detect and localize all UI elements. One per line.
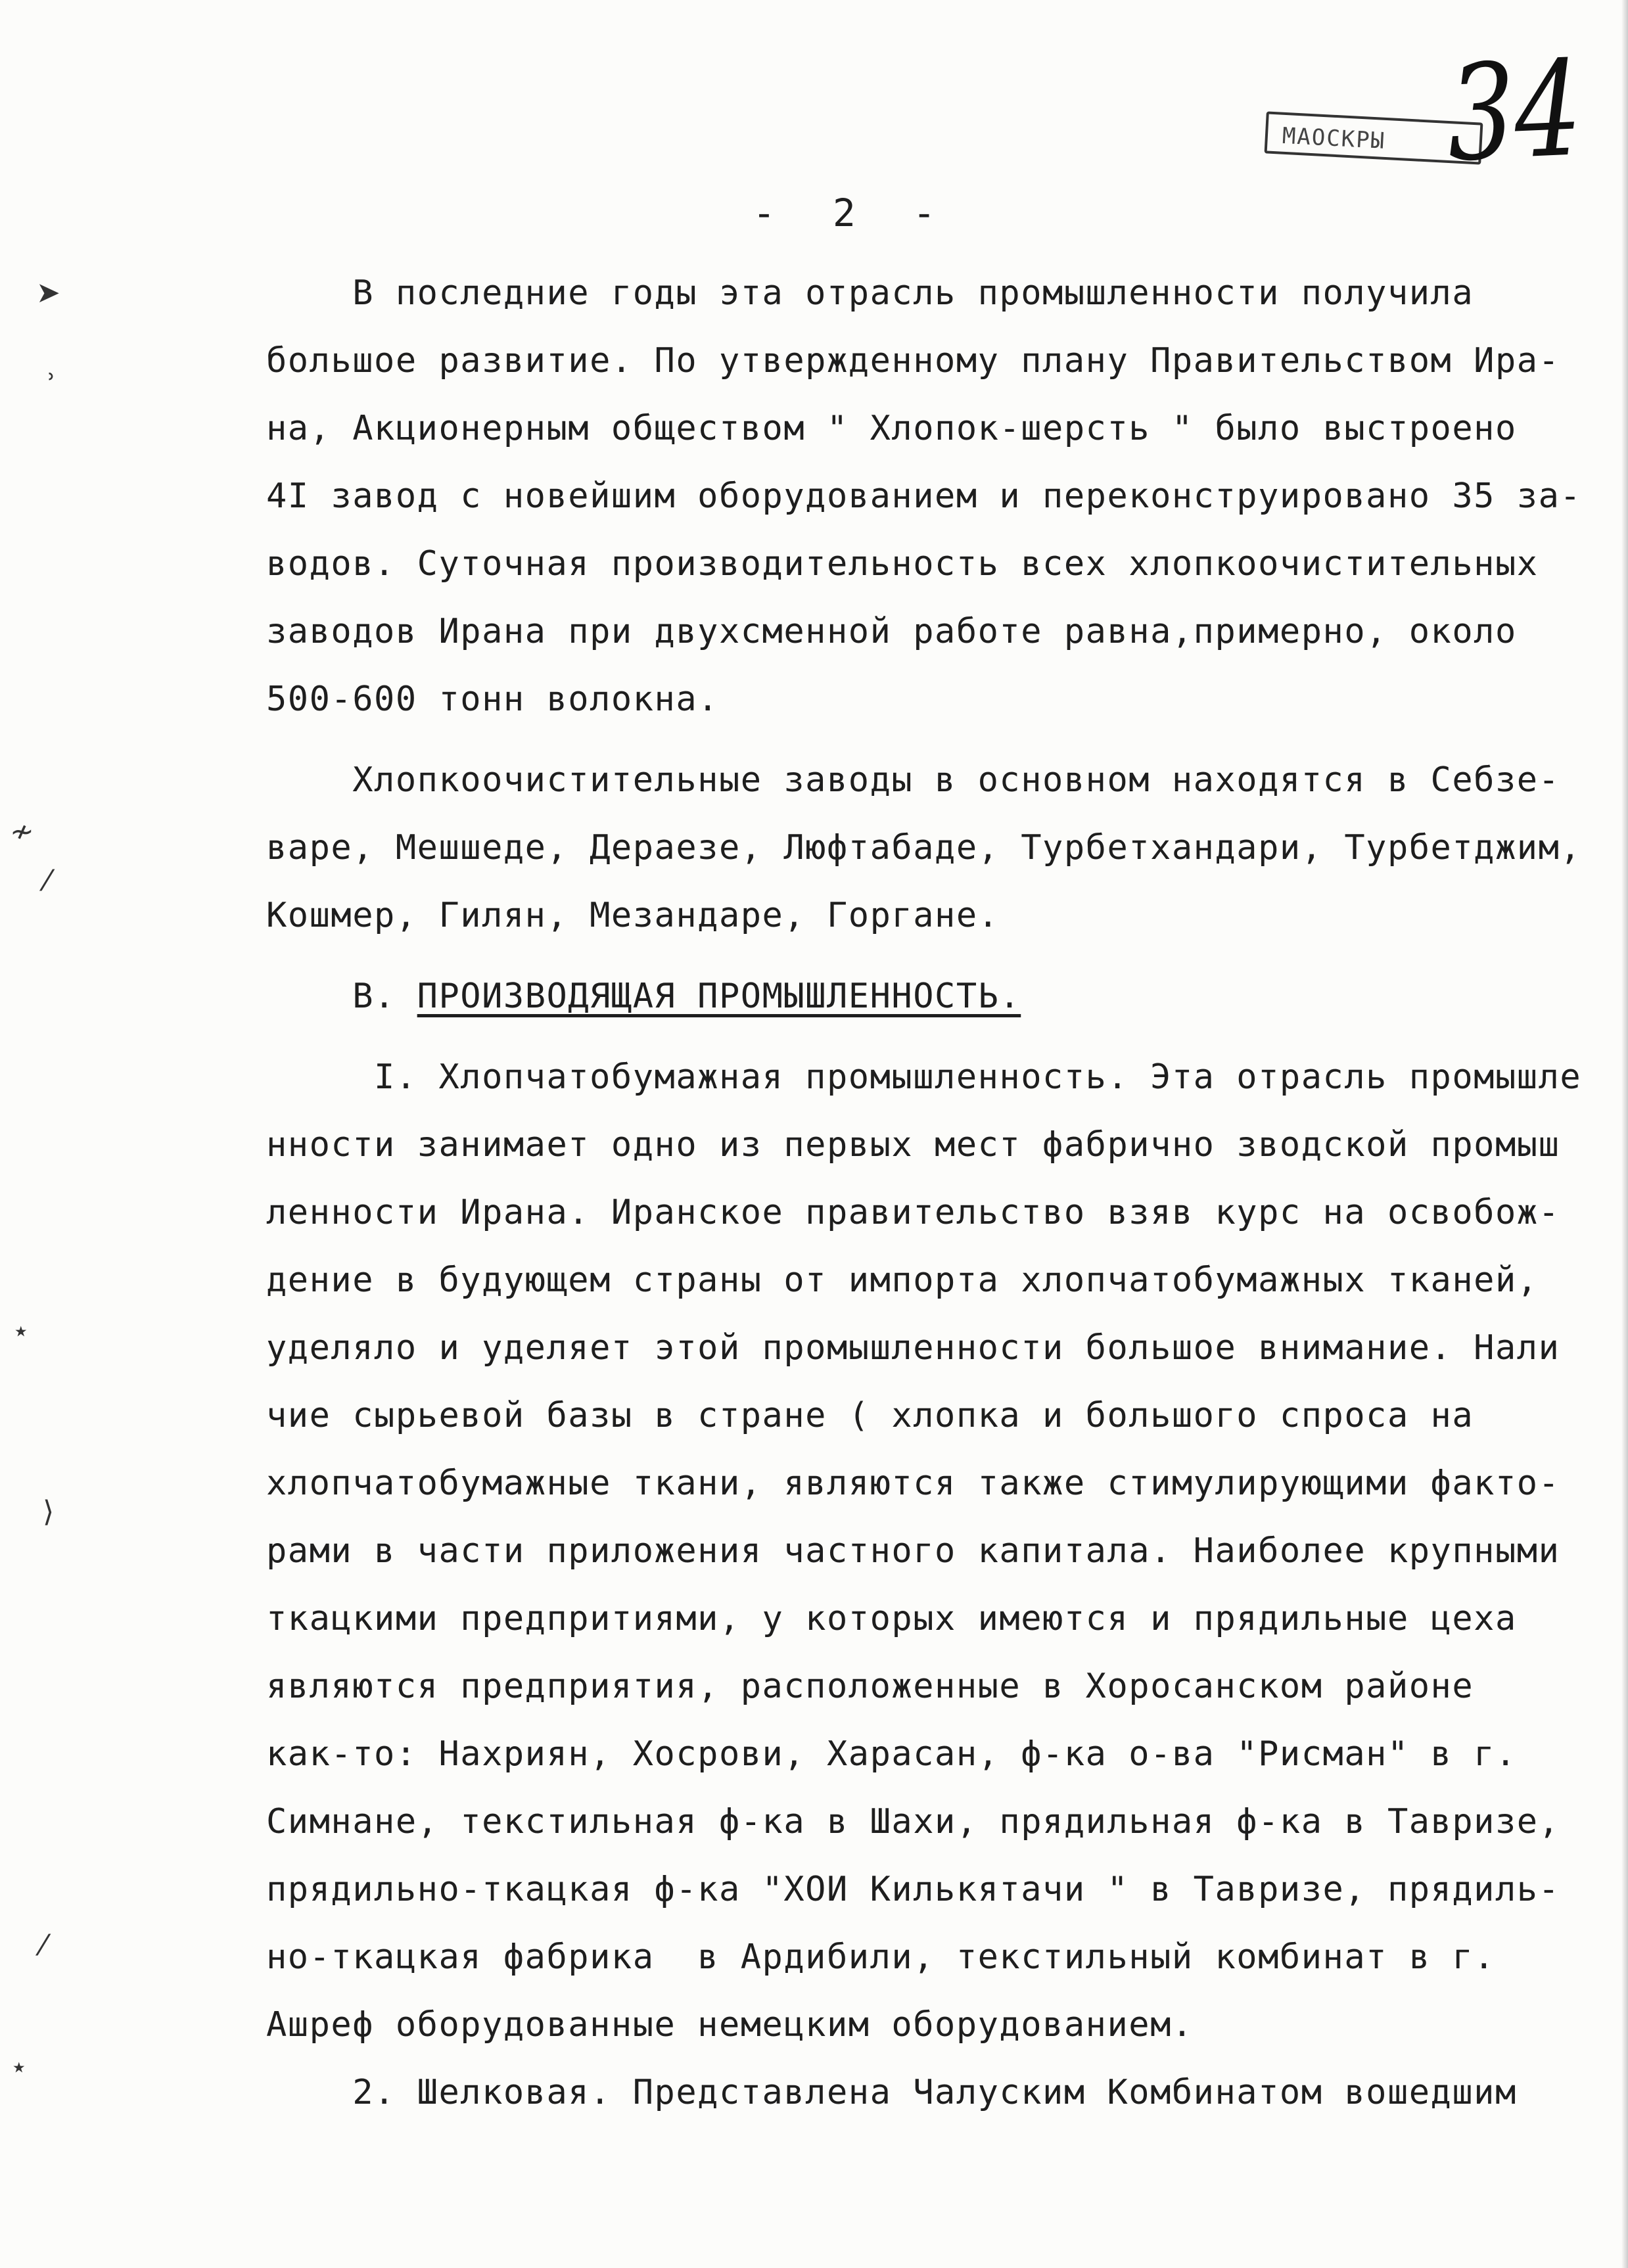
margin-mark-icon: ⁄ — [45, 864, 50, 898]
section-heading: В. ПРОИЗВОДЯЩАЯ ПРОМЫШЛЕННОСТЬ. — [266, 977, 1021, 1016]
archive-stamp: МАОСКРЫ — [1265, 111, 1483, 164]
text-line: рами в части приложения частного капитала. Наиболее крупными — [266, 1531, 1560, 1571]
text-line: являются предприятия, расположенные в Хоросанском районе — [266, 1667, 1474, 1706]
text-line: на, Акционерным обществом " Хлопок-шерсть " было выстроено — [266, 409, 1517, 448]
margin-mark-icon: ⁄ — [41, 1929, 46, 1962]
text-line: Симнане, текстильная ф-ка в Шахи, прядильная ф-ка в Тавризе, — [266, 1802, 1560, 1841]
text-line: хлопчатобумажные ткани, являются также стимулирующими факто- — [266, 1464, 1560, 1503]
text-line: В последние годы эта отрасль промышленности получила — [266, 273, 1474, 313]
text-line: водов. Суточная производительность всех хлопкоочистительных — [266, 544, 1539, 584]
text-line: Ашреф оборудованные немецким оборудованием. — [266, 2005, 1194, 2045]
margin-mark-icon: ≁ — [10, 815, 34, 848]
text-line: чие сырьевой базы в стране ( хлопка и большого спроса на — [266, 1396, 1474, 1435]
margin-mark-icon: ⟩ — [43, 1495, 55, 1529]
text-line: заводов Ирана при двухсменной работе равна,примерно, около — [266, 612, 1517, 651]
text-line: ленности Ирана. Иранское правительство взяв курс на освобож- — [266, 1193, 1560, 1232]
text-line: Хлопкоочистительные заводы в основном находятся в Себзе- — [266, 760, 1560, 800]
text-line: ткацкими предпритиями, у которых имеются и прядильные цеха — [266, 1599, 1517, 1638]
margin-mark-icon: ⋆ — [10, 2050, 28, 2084]
text-line: дение в будующем страны от импорта хлопчатобумажных тканей, — [266, 1261, 1539, 1300]
document-body — [266, 260, 1627, 2127]
text-line: большое развитие. По утвержденному плану Правительством Ира- — [266, 341, 1560, 381]
text-line: но-ткацкая фабрика в Ардибили, текстильный комбинат в г. — [266, 1937, 1495, 1977]
text-line: нности занимает одно из первых мест фабрично зводской промыш — [266, 1125, 1560, 1165]
text-line: 4I завод с новейшим оборудованием и переконструировано 35 за- — [266, 476, 1582, 516]
margin-mark-icon: ʾ — [47, 368, 57, 402]
text-line: Кошмер, Гилян, Мезандаре, Горгане. — [266, 896, 1000, 935]
text-line: варе, Мешшеде, Дераезе, Люфтабаде, Турбетхандари, Турбетджим, — [266, 828, 1582, 868]
margin-mark-icon: ➤ — [36, 276, 60, 310]
page-edge — [1621, 0, 1628, 2268]
text-line: прядильно-ткацкая ф-ка "ХОИ Килькятачи " в Тавризе, прядиль- — [266, 1870, 1560, 1909]
handwritten-sheet-number: 34 — [1445, 32, 1584, 191]
text-line: 2. Шелковая. Представлена Чалуским Комбинатом вошедшим — [266, 2073, 1517, 2112]
text-line: уделяло и уделяет этой промышленности большое внимание. Нали — [266, 1328, 1560, 1368]
text-line: как-то: Нахриян, Хосрови, Харасан, ф-ка о-ва "Рисман" в г. — [266, 1734, 1517, 1774]
page-number: - 2 - — [753, 191, 953, 235]
text-line: 500-600 тонн волокна. — [266, 680, 719, 719]
margin-mark-icon: ⋆ — [12, 1314, 30, 1348]
text-line: I. Хлопчатобумажная промышленность. Эта отрасль промышле — [266, 1057, 1582, 1097]
